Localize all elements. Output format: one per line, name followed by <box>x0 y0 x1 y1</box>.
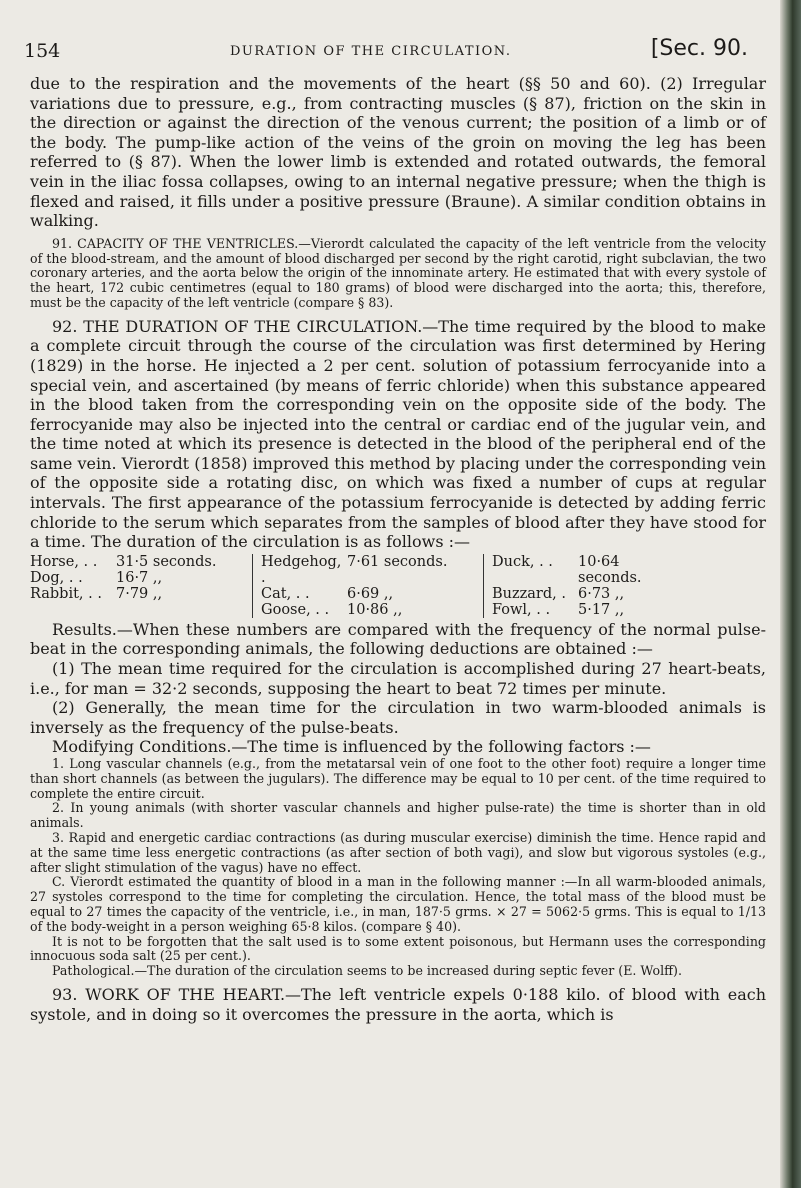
circulation-time: 7·61 seconds. <box>347 553 448 570</box>
times-row <box>261 554 475 586</box>
section-91-capacity-of-ventricles: 91. CAPACITY OF THE VENTRICLES.—Vierordt calculated the capacity of the left ventricle from the velocity of the blood-stream, and the amount of blood discharged per second by the right carotid, right subclavian, the two coronary arteries, and the aorta below the origin of the innominate artery. He estimated that with every systole of the heart, 172 cubic centimetres (equal to 180 grams) of blood were discharged into the aorta; this, therefore, must be the capacity of the left ventricle (compare § 83). <box>30 235 766 310</box>
times-row <box>30 570 244 586</box>
results-paragraph: Results.—When these numbers are compared with the frequency of the normal pulse-beat in the corresponding animals, the following deductions are obtained :— <box>30 619 766 659</box>
circulation-time: 16·7 ,, <box>116 569 163 586</box>
times-column-2 <box>252 554 483 618</box>
modifying-factor-3: 3. Rapid and energetic cardiac contractions (as during muscular exercise) diminish the time. Hence rapid and at the same time less energetic contractions (as after section of both vagi), and slow but vigorous systoles (e.g., after slight stimulation of the vagus) have no effect. <box>30 830 766 875</box>
times-row <box>261 602 475 618</box>
page-content <box>30 74 766 1024</box>
modifying-factor-2: 2. In young animals (with shorter vascular channels and higher pulse-rate) the time is shorter than in old animals. <box>30 800 766 831</box>
times-row <box>30 554 244 570</box>
modifying-conditions-heading: Modifying Conditions.—The time is influenced by the following factors :— <box>52 737 651 757</box>
result-1: (1) The mean time required for the circulation is accomplished during 27 heart-beats, i.e., for man = 32·2 seconds, supposing the heart to beat 72 times per minute. <box>30 659 766 698</box>
times-row <box>30 586 244 602</box>
vierordt-blood-quantity: C. Vierordt estimated the quantity of blood in a man in the following manner :—In all warm-blooded animals, 27 systoles correspond to the time for completing the circulation. Hence, the total mass of the blood must be equal to 27 times the capacity of the ventricle, i.e., in man, 187·5 grms. × 27 = 5062·5 grms. This is equal to 1/13 of the body-weight in a person weighing 65·8 kilos. (compare § 40). <box>30 874 766 934</box>
times-row <box>261 586 475 602</box>
page-header <box>24 36 770 64</box>
intro-paragraph: due to the respiration and the movements of the heart (§§ 50 and 60). (2) Irregular variations due to pressure, e.g., from contracting muscles (§ 87), friction on the skin in the direction or against the direction of the venous current; the position of a limb or of the body. The pump-like action of the veins of the groin on moving the leg has been referred to (§ 87). When the lower limb is extended and rotated outwards, the femoral vein in the iliac fossa collapses, owing to an internal negative pressure; when the thigh is flexed and raised, it fills under a positive pressure (Braune). A similar condition obtains in walking. <box>30 74 766 231</box>
circulation-time: 7·79 ,, <box>116 585 163 602</box>
animal-name: Rabbit, . . <box>30 585 102 602</box>
circulation-time: 6·73 ,, <box>578 585 625 602</box>
times-row <box>492 602 678 618</box>
times-row <box>492 554 678 586</box>
animal-name: Cat, . . <box>261 585 310 602</box>
animal-name: Fowl, . . <box>492 601 551 618</box>
section-92-duration-of-circulation: 92. THE DURATION OF THE CIRCULATION.—The time required by the blood to make a complete circuit through the course of the circulation was first determined by Hering (1829) in the horse. He injected a 2 per cent. solution of potassium ferrocyanide into a special vein, and ascertained (by means of ferric chloride) when this substance appeared in the blood taken from the corresponding vein on the opposite side of the body. The ferrocyanide may also be injected into the central or cardiac end of the jugular vein, and the time noted at which its presence is detected in the blood of the peripheral end of the same vein. Vierordt (1858) improved this method by placing under the corresponding vein of the opposite side a rotating disc, on which was fixed a number of cups at regular intervals. The first appearance of the potassium ferrocyanide is detected by adding ferric chloride to the serum which separates from the samples of blood after they have stood for a time. The duration of the circulation is as follows :— <box>30 316 766 552</box>
times-column-3 <box>483 554 686 618</box>
pathological-note: Pathological.—The duration of the circulation seems to be increased during septic fever (E. Wolff). <box>52 963 682 979</box>
section-marker: [Sec. 90. <box>650 36 748 61</box>
page-number: 154 <box>24 40 61 62</box>
animal-name: Buzzard, . <box>492 585 566 602</box>
section-93-work-of-heart: 93. WORK OF THE HEART.—The left ventricle expels 0·188 kilo. of blood with each systole, and in doing so it overcomes the pressure in the aorta, which is <box>30 984 766 1024</box>
book-binding-edge <box>780 0 801 1188</box>
circulation-time: 10·64 seconds. <box>578 553 642 586</box>
circulation-time: 5·17 ,, <box>578 601 625 618</box>
circulation-time: 6·69 ,, <box>347 585 394 602</box>
animal-name: Horse, . . <box>30 553 98 570</box>
animal-name: Hedgehog, . <box>261 553 342 586</box>
times-row <box>492 586 678 602</box>
circulation-time: 10·86 ,, <box>347 601 403 618</box>
salt-note: It is not to be forgotten that the salt used is to some extent poisonous, but Hermann uses the corresponding innocuous soda salt (25 per cent.). <box>30 933 766 964</box>
circulation-times-table <box>30 554 766 618</box>
modifying-factor-1: 1. Long vascular channels (e.g., from the metatarsal vein of one foot to the other foot) require a longer time than short channels (as between the jugulars). The difference may be equal to 10 per cent. of the time required to complete the entire circuit. <box>30 756 766 801</box>
animal-name: Goose, . . <box>261 601 330 618</box>
animal-name: Duck, . . <box>492 553 553 570</box>
running-title: DURATION OF THE CIRCULATION. <box>230 44 512 59</box>
times-column-1 <box>30 554 252 618</box>
result-2: (2) Generally, the mean time for the circulation in two warm-blooded animals is inversely as the frequency of the pulse-beats. <box>30 698 766 737</box>
animal-name: Dog, . . <box>30 569 83 586</box>
circulation-time: 31·5 seconds. <box>116 553 217 570</box>
